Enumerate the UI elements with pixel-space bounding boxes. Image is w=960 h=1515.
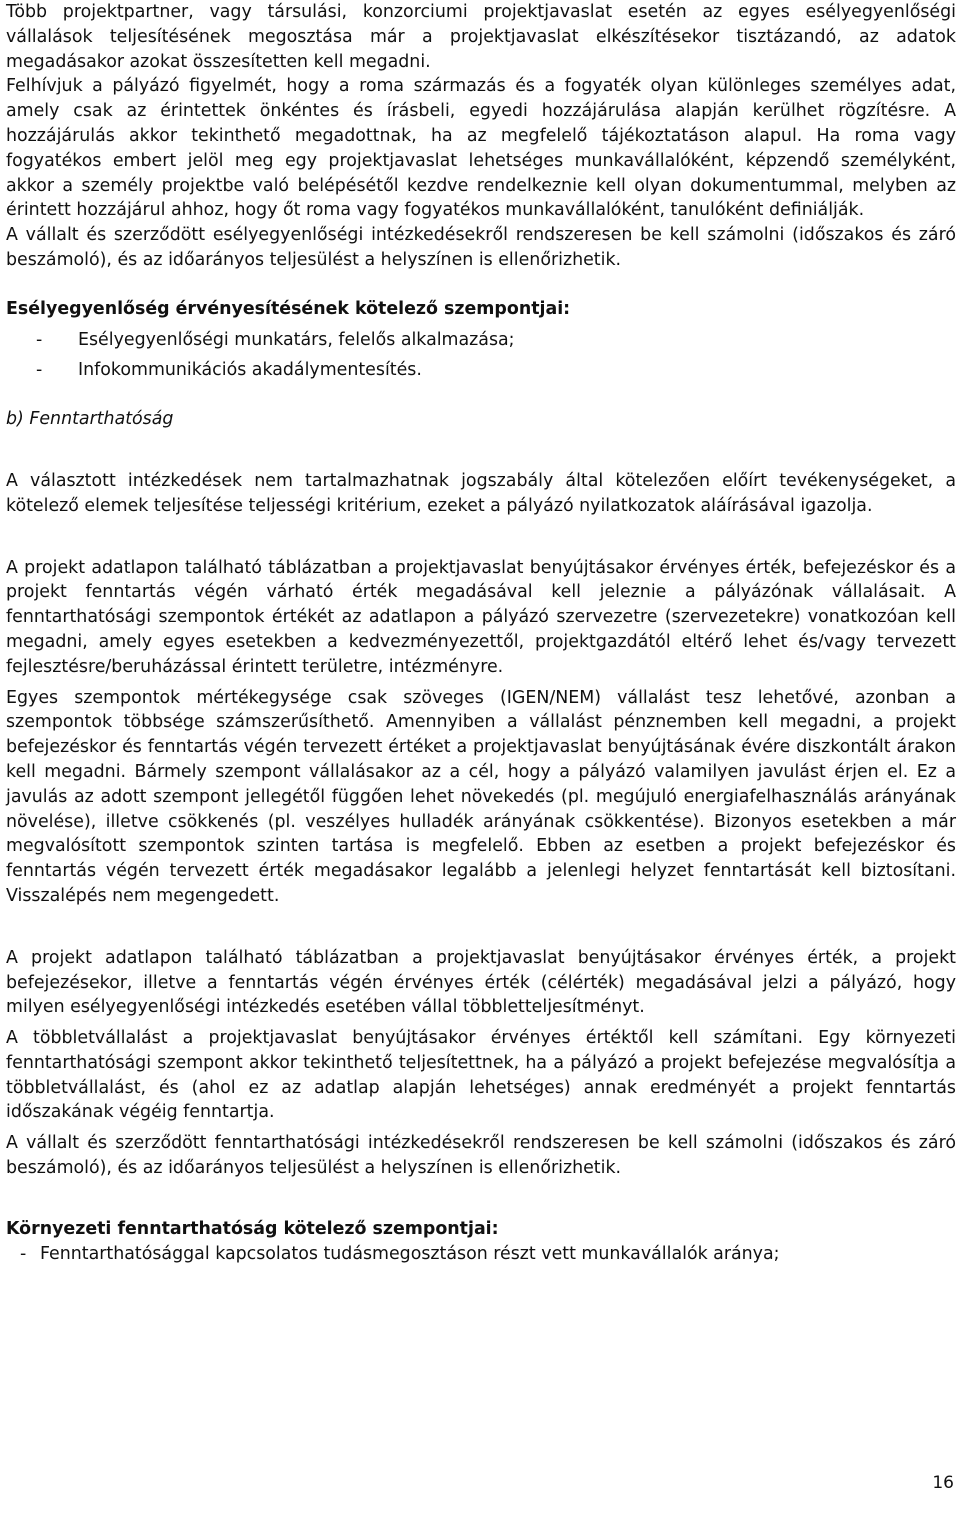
paragraph-units: Egyes szempontok mértékegysége csak szöveges (IGEN/NEM) vállalást tesz lehetővé, azonban a szempontok többsége számszerűsíthető. Amennyiben a vállalást pénznemben kell megadni, a projekt befejezéskor és fenntartás végén tervezett értéket a projektjavaslat benyújtásának évére diszkontált árakon kell megadni. Bármely szempont vállalásakor az a cél, hogy a pályázó valamilyen javulást érjen el. Ez a javulás az adott szempont jellegétől függően lehet növekedés (pl. megújuló energiafelhasználás arányának növelése), illetve csökkenés (pl. veszélyes hulladék arányának csökkentése). Bizonyos esetekben a már megvalósított szempontok szinten tartása is megfelelő. Ebben az esetben a projekt befejezéskor és fenntartás végén tervezett érték megadásakor legalább a jelenlegi helyzet fenntartását kell biztosítani. Visszalépés nem megengedett. — [6, 687, 956, 906]
paragraph-mandatory-activities: A választott intézkedések nem tartalmazhatnak jogszabály által kötelezően előírt tevékenységeket, a kötelező elemek teljesítése teljességi kritérium, ezeket a pályázó nyilatkozatok aláírásával igazolja. — [6, 470, 956, 516]
equal-opportunity-list — [6, 328, 956, 384]
paragraph-extra-commitment: A többletvállalást a projektjavaslat benyújtásakor érvényes értéktől kell számítani. Egy környezeti fenntarthatósági szempont akkor tekinthető teljesítettnek, ha a pályázó a projekt befejezése megvalósítja a többletvállalást, és (ahol ez az adatlap alapján lehetséges) annak eredményét a projekt fenntartás időszakának végéig fenntartja. — [6, 1028, 956, 1123]
list-item: - Infokommunikációs akadálymentesítés. — [6, 358, 956, 383]
page-number: 16 — [932, 1473, 954, 1493]
list-dash: - — [20, 1243, 27, 1264]
heading-environmental-sustainability: Környezeti fenntarthatóság kötelező szempontjai: — [6, 1218, 499, 1239]
list-dash: - — [36, 360, 43, 381]
environmental-list — [6, 1242, 956, 1267]
paragraph-consortium: Több projektpartner, vagy társulási, konzorciumi projektjavaslat esetén az egyes esélyegyenlőségi vállalások teljesítésének megosztása már a projektjavaslat elkészítésekor tisztázandó, az adatok megadásakor azokat összesítetten kell megadni. — [6, 2, 956, 72]
list-item: - Fenntarthatósággal kapcsolatos tudásmegosztáson részt vett munkavállalók aránya; — [6, 1242, 956, 1267]
heading-equal-opportunity: Esélyegyenlőség érvényesítésének kötelező szempontjai: — [6, 298, 571, 319]
paragraph-datasheet-extra: A projekt adatlapon található táblázatban a projektjavaslat benyújtásakor érvényes érték, a projekt befejezésekor, illetve a fenntartás végén érvényes érték (célérték) megadásával jelzi a pályázó, hogy milyen esélyegyenlőségi intézkedés esetében vállal többletteljesítményt. — [6, 947, 956, 1018]
paragraph-sustainability-reporting: A vállalt és szerződött fenntarthatósági intézkedésekről rendszeresen be kell számolni (időszakos és záró beszámoló), és az időarányos teljesülést a helyszínen is ellenőrizhetik. — [6, 1133, 956, 1179]
list-dash: - — [36, 329, 43, 350]
list-item: - Esélyegyenlőségi munkatárs, felelős alkalmazása; — [6, 328, 956, 353]
paragraph-personal-data: Felhívjuk a pályázó figyelmét, hogy a roma származás és a fogyaték olyan különleges személyes adat, amely csak az érintettek önkéntes és írásbeli, egyedi hozzájárulása alapján kerülhet rögzítésre. A hozzájárulás akkor tekinthető megadottnak, ha az megfelelő tájékoztatáson alapul. Ha roma vagy fogyatékos embert jelöl meg egy projektjavaslat lehetséges munkavállalóként, képzendő személyként, akkor a személy projektbe való belépésétől kezdve rendelkeznie kell olyan dokumentummal, melyben az érintett hozzájárul ahhoz, hogy őt roma vagy fogyatékos munkavállalóként, tanulóként definiálják. — [6, 76, 956, 221]
paragraph-datasheet-table: A projekt adatlapon található táblázatban a projektjavaslat benyújtásakor érvényes érték, befejezéskor és a projekt fenntartás végén várható érték megadásával kell jeleznie a pályázónak vállalásait. A fenntarthatósági szempontok értékét az adatlapon a pályázó szervezetre (szervezetekre) vonatkozóan kell megadni, amely egyes esetekben a kedvezményezettől, projektgazdától eltérő lehet és/vagy tervezett fejlesztésre/beruházással érintett területre, intézményre. — [6, 557, 956, 677]
subheading-sustainability: b) Fenntarthatóság — [6, 409, 174, 430]
paragraph-reporting: A vállalt és szerződött esélyegyenlőségi intézkedésekről rendszeresen be kell számolni (időszakos és záró beszámoló), és az időarányos teljesülést a helyszínen is ellenőrizhetik. — [6, 225, 956, 270]
